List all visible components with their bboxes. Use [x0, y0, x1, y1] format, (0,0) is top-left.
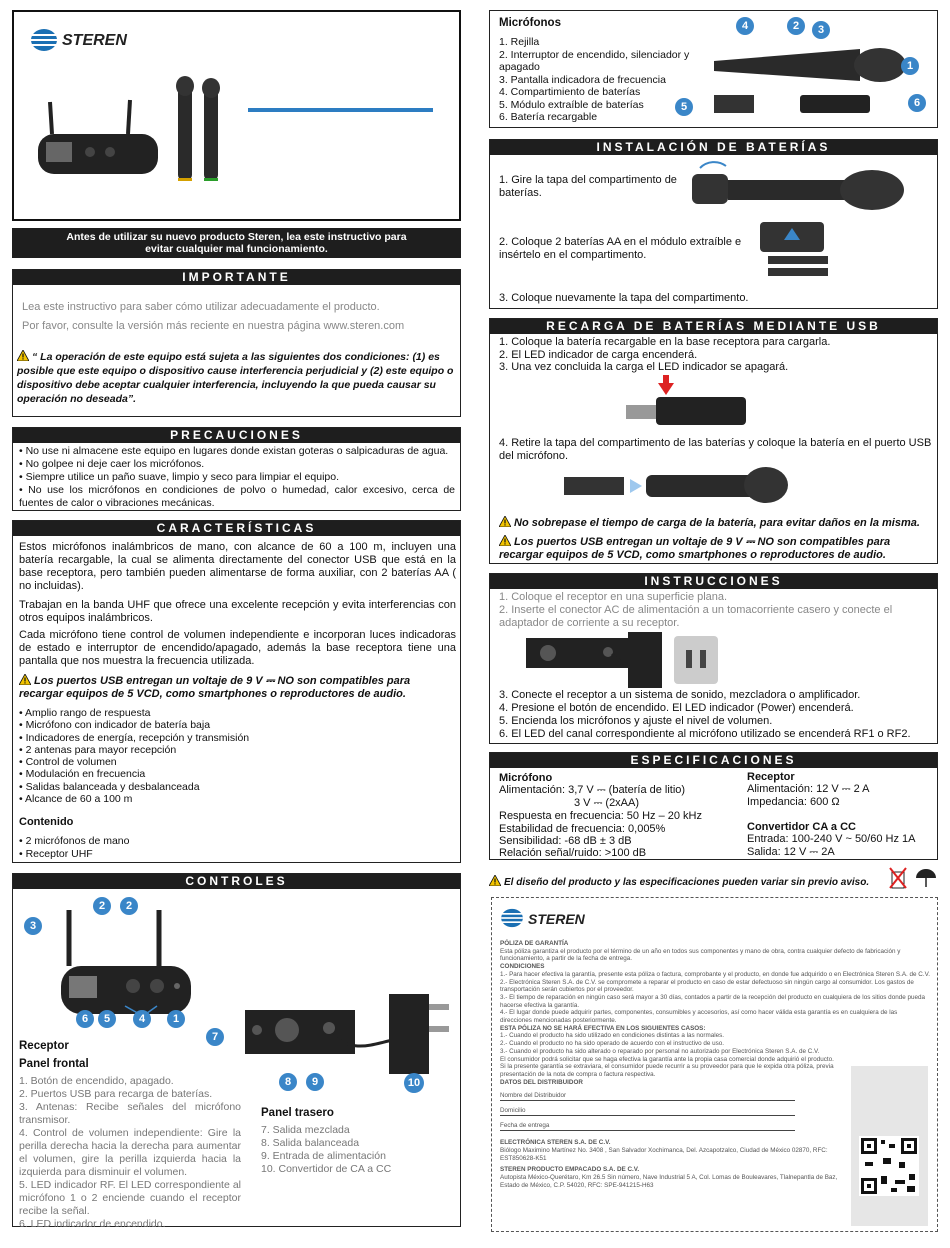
callout-1: 1 [167, 1010, 185, 1028]
callout-4: 4 [133, 1010, 151, 1028]
spec-mic-2: Respuesta en frecuencia: 50 Hz – 20 kHz [499, 810, 703, 822]
spec-conv-title: Convertidor CA a CC [747, 821, 856, 833]
precaucion-item: • No use ni almacene este equipo en lugares donde existan goteras o salpicaduras de agua. [19, 445, 449, 457]
callout-2b: 2 [120, 897, 138, 915]
warning-icon [499, 535, 511, 546]
panel-trasero-label: Panel trasero [261, 1107, 334, 1119]
precauciones-list [19, 445, 455, 510]
mic-callout-2: 2 [787, 17, 805, 35]
caracteristica-item: • Salidas balanceada y desbalanceada [19, 780, 200, 793]
callout-10: 10 [404, 1073, 424, 1093]
microfono-item: 2. Interruptor de encendido, silenciador y apagado [499, 48, 690, 73]
garantia-line: ESTA PÓLIZA NO SE HARÁ EFECTIVA EN LOS SIGUIENTES CASOS: [500, 1024, 706, 1032]
importante-header: IMPORTANTE [13, 270, 460, 285]
panel-frontal-item: 6. LED indicador de encendido. [19, 1218, 166, 1230]
instrucciones-step-6: 6. El LED del canal correspondiente al micrófono utilizado se encenderá RF1 o RF2. [499, 728, 911, 740]
importante-line-2: Por favor, consulte la versión más reciente en nuestra página www.steren.com [22, 320, 405, 332]
recarga-step-2: 2. El LED indicador de carga encenderá. [499, 349, 698, 361]
contenido-item: • 2 micrófonos de mano [19, 835, 130, 847]
mic-callout-3: 3 [812, 21, 830, 39]
importante-warning [17, 350, 457, 406]
warning-icon [489, 875, 501, 886]
usb-charge-image [620, 375, 760, 435]
warning-icon [19, 674, 31, 685]
importante-warning-text: “ La operación de este equipo está sujeta a las siguientes dos condiciones: (1) es posible que este equipo o dispositivo cause interferencia perjudicial y (2) este equipo o dispositivo debe aceptar cualquier interferencia, incluyendo la que pueda causar su operación no deseada”. [17, 351, 454, 405]
precaucion-item: • No use los micrófonos en condiciones de polvo o humedad, calor excesivo, cerca de fuentes de calor o vibraciones mecánicas. [19, 484, 455, 509]
garantia-line: El consumidor podrá solicitar que se haga efectiva la garantía ante la propia casa comercial donde adquirió el producto. [500, 1055, 834, 1063]
garantia-line: Si la presente garantía se extraviara, el consumidor puede recurrir a su proveedor para que le expida otra póliza, previa presentación de la nota de compra o factura respectiva. [500, 1063, 834, 1078]
spec-mic-1: 3 V ⎓ (2xAA) [574, 797, 640, 809]
garantia-field[interactable] [500, 1122, 795, 1131]
callout-5: 5 [98, 1010, 116, 1028]
caracteristica-item: • Indicadores de energía, recepción y transmisión [19, 731, 250, 744]
instalacion-step-2: 2. Coloque 2 baterías AA en el módulo extraíble e insértelo en el compartimento. [499, 236, 742, 261]
caracteristicas-p1: Estos micrófonos inalámbricos de mano, con alcance de 60 a 100 m, incluyen una batería recargable, la cual se alimenta directamente del conector USB que está en la base receptora, pero también pueden alimentarse de forma auxiliar, con 2 baterías AA ( no incluidas). [19, 541, 456, 592]
mic-callout-6: 6 [908, 94, 926, 112]
contenido-list [19, 835, 129, 860]
caracteristicas-section [12, 520, 461, 863]
garantia-line: 1.- Para hacer efectiva la garantía, presente esta póliza o factura, comprobante y el producto, en donde fue adquirido o en Electrónica Steren S.A. de C.V. [500, 970, 930, 978]
mic-callout-1: 1 [901, 57, 919, 75]
importante-line-1: Lea este instructivo para saber cómo utilizar adecuadamente el producto. [22, 301, 380, 313]
mic-callout-5: 5 [675, 98, 693, 116]
garantia-line: 1.- Cuando el producto ha sido utilizado en condiciones distintas a las normales. [500, 1032, 725, 1040]
microfono-item: 5. Módulo extraíble de baterías [499, 98, 644, 111]
spec-rec-title: Receptor [747, 771, 795, 783]
callout-9: 9 [306, 1073, 324, 1091]
precauciones-header: PRECAUCIONES [13, 428, 460, 443]
disclaimer-text: El diseño del producto y las especificaciones pueden variar sin previo aviso. [504, 877, 870, 888]
panel-frontal-list [19, 1075, 241, 1231]
garantia-line: Autopista México-Querétaro, Km 26.5 Sin número, Nave Industrial 5 A, Col. Lomas de Bouleavares, Tlalnepantla de Baz, Estado de México, C.P. 54020, RFC: SPE-941215-H63 [500, 1174, 838, 1189]
caracteristicas-p2: Trabajan en la banda UHF que ofrece una excelente recepción y evita interferencias con otros equipos inalámbricos. [19, 599, 456, 624]
recarga-section [489, 318, 938, 564]
panel-frontal-item: 2. Puertos USB para recarga de baterías. [19, 1088, 213, 1100]
recarga-warning-1-text: No sobrepase el tiempo de carga de la batería, para evitar daños en la misma. [514, 517, 920, 529]
instrucciones-step-1: 1. Coloque el receptor en una superficie plana. [499, 591, 728, 603]
steren-logo [30, 28, 150, 54]
caracteristica-item: • Alcance de 60 a 100 m [19, 793, 133, 806]
umbrella-icon [914, 866, 938, 890]
receptor-label: Receptor [19, 1040, 69, 1052]
garantia-line: 2.- Electrónica Steren S.A. de C.V. se compromete a reparar el producto en caso de estar defectuoso sin ningún cargo al consumidor. Los gastos de transportación serán cubiertos por el proveedor. [500, 978, 914, 994]
steren-logo-icon [30, 28, 58, 52]
recarga-step-4: 4. Retire la tapa del compartimento de las baterías y coloque la batería en el puerto USB del micrófono. [499, 437, 932, 462]
garantia-field[interactable] [500, 1092, 795, 1101]
especificaciones-section [489, 752, 938, 860]
recarga-step-1: 1. Coloque la batería recargable en la base receptora para cargarla. [499, 336, 831, 348]
qr-panel [851, 1066, 928, 1226]
garantia-line: DATOS DEL DISTRIBUIDOR [500, 1078, 583, 1086]
contenido-item: • Receptor UHF [19, 847, 93, 860]
spec-conv-0: Entrada: 100-240 V ~ 50/60 Hz 1A [747, 833, 916, 845]
panel-frontal-item: 4. Control de volumen independiente: Gire la perilla derecha hacia la derecha para aumentar el volumen, gire la perilla izquierda hacia la izquierda para disminuir el volumen. [19, 1127, 241, 1178]
caracteristicas-header: CARACTERÍSTICAS [13, 521, 460, 536]
controles-header: CONTROLES [13, 874, 460, 889]
caracteristica-item: • Control de volumen [19, 756, 117, 769]
caracteristicas-warning [19, 674, 456, 701]
instalacion-step-1: 1. Gire la tapa del compartimento de baterías. [499, 174, 677, 199]
garantia-line: CONDICIONES [500, 963, 545, 971]
instrucciones-section [489, 573, 938, 744]
callout-7: 7 [206, 1028, 224, 1046]
spec-rec-0: Alimentación: 12 V ⎓ 2 A [747, 783, 870, 795]
usb-mic-image [560, 463, 790, 509]
especificaciones-header: ESPECIFICACIONES [490, 753, 937, 768]
disclaimer [489, 875, 869, 889]
garantia-line: 3.- Cuando el producto ha sido alterado o reparado por personal no autorizado por Electrónica Steren S.A. de C.V. [500, 1047, 820, 1055]
garantia-line: 3.- El tiempo de reparación en ningún caso será mayor a 30 días, contados a partir de la recepción del producto en cualquiera de los sitios donde pueda hacerse efectiva la garantía. [500, 993, 925, 1009]
callout-2a: 2 [93, 897, 111, 915]
recarga-header: RECARGA DE BATERÍAS MEDIANTE USB [490, 319, 937, 334]
garantia-line: Biólogo Maximino Martínez No. 3408 , San Salvador Xochimanca, Del. Azcapotzalco, Ciudad de México 02870, RFC: EST850628-K51 [500, 1147, 828, 1162]
brand-text: STEREN [62, 32, 127, 49]
instrucciones-step-3: 3. Conecte el receptor a un sistema de sonido, mezcladora o amplificador. [499, 689, 861, 701]
recarga-warning-1 [499, 516, 920, 530]
garantia-field-label: Fecha de entrega [500, 1122, 550, 1130]
spec-mic-title: Micrófono [499, 772, 553, 784]
garantia-line: 4.- El lugar donde puede adquirir partes, componentes, consumibles y accesorios, así como hacer válida esta garantía es en cualquiera de las direcciones mencionadas posteriormente. [500, 1009, 898, 1025]
caracteristica-item: • 2 antenas para mayor recepción [19, 743, 177, 756]
garantia-line: 2.- Cuando el producto no ha sido operado de acuerdo con el instructivo de uso. [500, 1040, 725, 1048]
product-image [32, 72, 222, 192]
precaucion-item: • No golpee ni deje caer los micrófonos. [19, 458, 205, 470]
garantia-line: STEREN PRODUCTO EMPACADO S.A. DE C.V. [500, 1166, 640, 1174]
controles-section [12, 873, 461, 1230]
battery-install-image [690, 160, 930, 290]
microfono-item: 4. Compartimiento de baterías [499, 86, 641, 98]
caracteristica-item: • Micrófono con indicador de batería baja [19, 719, 211, 732]
instalacion-step-3: 3. Coloque nuevamente la tapa del compartimento. [499, 292, 749, 304]
garantia-line: PÓLIZA DE GARANTÍA [500, 940, 569, 947]
panel-trasero-item: 8. Salida balanceada [261, 1137, 360, 1149]
precauciones-section [12, 427, 461, 511]
recarga-step-3: 3. Una vez concluida la carga el LED indicador se apagará. [499, 361, 789, 373]
garantia-logo [500, 908, 600, 932]
caracteristica-item: • Amplio rango de respuesta [19, 707, 151, 719]
caracteristicas-p3: Cada micrófono tiene control de volumen independiente e incorporan luces indicadoras de estado e interruptor de encendido/apagado, además la base receptora tiene una pantalla que nos muestra la frecuencia utilizada. [19, 629, 456, 667]
recarga-warning-2-text: Los puertos USB entregan un voltaje de 9 V ⎓ NO son compatibles para recargar equipos de 5 VCD, como smartphones o reproductores de audio. [499, 536, 891, 561]
spec-rec-1: Impedancia: 600 Ω [747, 796, 840, 808]
microfono-item: 6. Batería recargable [499, 111, 598, 123]
spec-mic-5: Relación señal/ruido: >100 dB [499, 847, 647, 859]
panel-frontal-label: Panel frontal [19, 1058, 89, 1070]
garantia-card [491, 897, 938, 1232]
instrucciones-header: INSTRUCCIONES [490, 574, 937, 589]
garantia-line: ELECTRÓNICA STEREN S.A. DE C.V. [500, 1139, 611, 1147]
caracteristicas-warning-text: Los puertos USB entregan un voltaje de 9 V ⎓ NO son compatibles para recargar equipos de 5 VCD, como smartphones o reproductores de audio. [19, 675, 411, 700]
spec-mic-3: Estabilidad de frecuencia: 0,005% [499, 823, 666, 835]
warning-icon [499, 516, 511, 527]
garantia-field-label: Domicilio [500, 1107, 526, 1115]
contenido-title: Contenido [19, 816, 74, 828]
qr-code-icon [859, 1136, 919, 1196]
receiver-rear-image [243, 964, 453, 1076]
importante-section [12, 269, 461, 417]
cover-box [12, 10, 461, 221]
microfonos-section [489, 10, 938, 128]
instalacion-header: INSTALACIÓN DE BATERÍAS [490, 140, 937, 155]
spec-conv-1: Salida: 12 V ⎓ 2A [747, 846, 835, 858]
callout-8: 8 [279, 1073, 297, 1091]
recarga-warning-2 [499, 535, 935, 562]
callout-6: 6 [76, 1010, 94, 1028]
panel-frontal-item: 1. Botón de encendido, apagado. [19, 1075, 174, 1087]
receiver-front-image [13, 890, 213, 1030]
panel-frontal-item: 3. Antenas: Recibe señales del micrófono transmisor. [19, 1101, 241, 1126]
garantia-field[interactable] [500, 1107, 795, 1116]
garantia-brand-text: STEREN [528, 911, 585, 927]
panel-trasero-item: 10. Convertidor de CA a CC [261, 1163, 392, 1175]
precaucion-item: • Siempre utilice un paño suave, limpio y seco para limpiar el equipo. [19, 471, 340, 483]
warning-icon [17, 350, 29, 361]
power-connection-image [524, 630, 734, 690]
cover-accent-line [248, 108, 433, 112]
microfonos-title: Micrófonos [499, 17, 561, 29]
steren-logo-icon [500, 908, 524, 928]
caracteristica-item: • Modulación en frecuencia [19, 768, 146, 781]
panel-trasero-item: 9. Entrada de alimentación [261, 1150, 386, 1162]
notice-banner: Antes de utilizar su nuevo producto Steren, lea este instructivo para evitar cualquier mal funcionamiento. [12, 228, 461, 258]
microfono-item: 1. Rejilla [499, 36, 540, 48]
spec-mic-0: Alimentación: 3,7 V ⎓ (batería de litio) [499, 784, 686, 796]
panel-trasero-list [261, 1124, 391, 1176]
microphone-image [710, 41, 920, 123]
recycle-bin-icon [888, 866, 908, 890]
instrucciones-step-4: 4. Presione el botón de encendido. El LED indicador (Power) encenderá. [499, 702, 854, 714]
instalacion-section [489, 139, 938, 309]
garantia-line: Esta póliza garantiza el producto por el término de un año en todos sus componentes y mano de obra, contra cualquier defecto de fabricación y funcionamiento, a partir de la fecha de entrega. [500, 947, 901, 963]
panel-frontal-item: 5. LED indicador RF. El LED correspondiente al micrófono 1 o 2 enciende cuando el receptor recibe la señal. [19, 1179, 241, 1217]
mic-callout-4: 4 [736, 17, 754, 35]
microfono-item: 3. Pantalla indicadora de frecuencia [499, 73, 666, 86]
panel-trasero-item: 7. Salida mezclada [261, 1124, 350, 1136]
instrucciones-step-2: 2. Inserte el conector AC de alimentación a un tomacorriente casero y conecte el adaptador de corriente a su receptor. [499, 604, 893, 629]
instrucciones-step-5: 5. Encienda los micrófonos y ajuste el nivel de volumen. [499, 715, 773, 727]
caracteristicas-list [19, 707, 249, 805]
spec-mic-4: Sensibilidad: -68 dB ± 3 dB [499, 835, 632, 847]
callout-3: 3 [24, 917, 42, 935]
garantia-field-label: Nombre del Distribuidor [500, 1092, 567, 1100]
